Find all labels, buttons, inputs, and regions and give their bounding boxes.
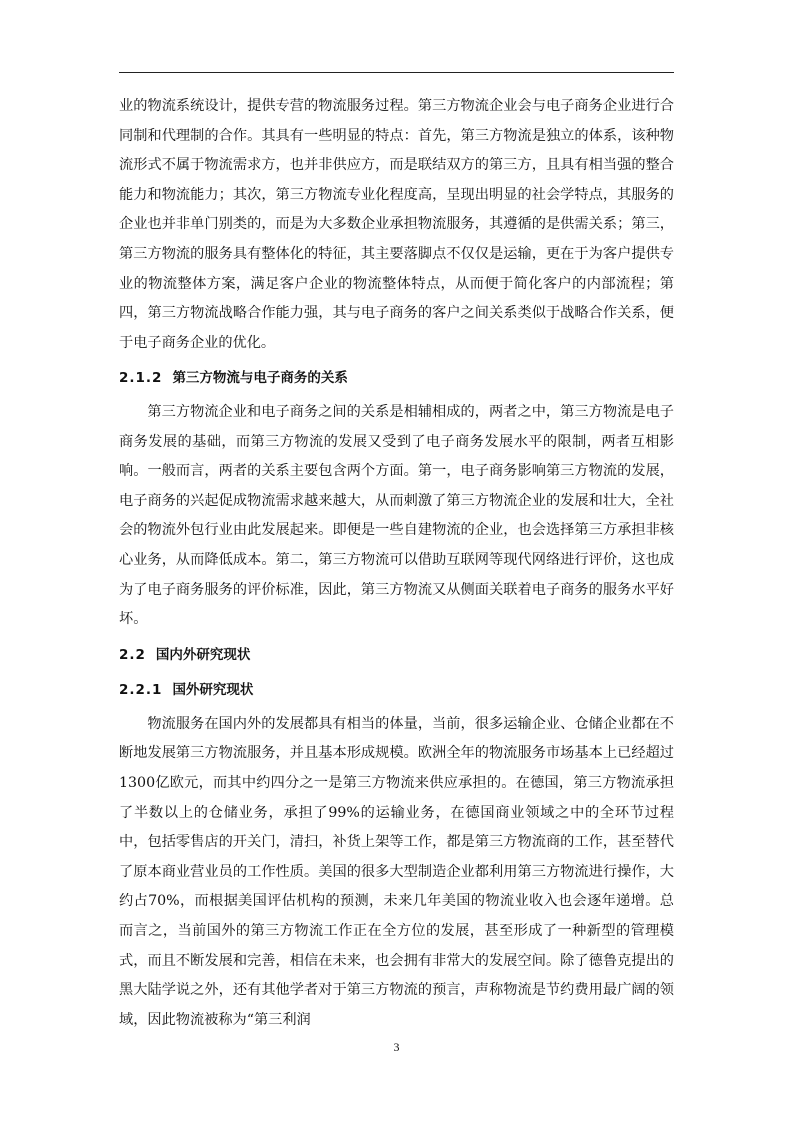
body-paragraph: 第三方物流企业和电子商务之间的关系是相辅相成的，两者之中，第三方物流是电子商务发展的基础，而第三方物流的发展又受到了电子商务发展水平的限制，两者互相影响。一般而言，两者的关系主要包含两个方面。第一，电子商务影响第三方物流的发展，电子商务的兴起促成物流需求越来越大，从而刺激了第三方物流企业的发展和壮大，全社会的物流外包行业由此发展起来。即便是一些自建物流的企业，也会选择第三方承担非核心业务，从而降低成本。第二，第三方物流可以借助互联网等现代网络进行评价，这也成为了电子商务服务的评价标准，因此，第三方物流又从侧面关联着电子商务的服务水平好坏。 <box>119 403 674 628</box>
section-title: 国内外研究现状 <box>155 646 251 663</box>
section-heading <box>119 676 674 706</box>
header-rule <box>119 72 674 73</box>
section-number: 2.1.2 <box>119 370 163 387</box>
section-title: 国外研究现状 <box>172 682 254 699</box>
section-number: 2.2 <box>119 646 146 663</box>
section-heading <box>119 364 674 394</box>
page-number: 3 <box>393 1040 400 1054</box>
section-number: 2.2.1 <box>119 682 163 699</box>
body-paragraph: 物流服务在国内外的发展都具有相当的体量，当前，很多运输企业、仓储企业都在不断地发展第三方物流服务，并且基本形成规模。欧洲全年的物流服务市场基本上已经超过1300亿欧元，而其中约四分之一是第三方物流来供应承担的。在德国，第三方物流承担了半数以上的仓储业务，承担了99%的运输业务，在德国商业领域之中的全环节过程中，包括零售店的开关门，清扫，补货上架等工作，都是第三方物流商的工作，甚至替代了原本商业营业员的工作性质。美国的很多大型制造企业都利用第三方物流进行操作，大约占70%，而根据美国评估机构的预测，未来几年美国的物流业收入也会逐年递增。总而言之，当前国外的第三方物流工作正在全方位的发展，甚至形成了一种新型的管理模式，而且不断发展和完善，相信在未来，也会拥有非常大的发展空间。除了德鲁克提出的黑大陆学说之外，还有其他学者对于第三方物流的预言，声称物流是节约费用最广阔的领域，因此物流被称为“第三利润 <box>119 715 674 1028</box>
section-title: 第三方物流与电子商务的关系 <box>172 370 348 387</box>
section-heading <box>119 641 674 671</box>
document-body <box>119 92 674 1035</box>
body-paragraph: 业的物流系统设计，提供专营的物流服务过程。第三方物流企业会与电子商务企业进行合同制和代理制的合作。其具有一些明显的特点：首先，第三方物流是独立的体系，该种物流形式不属于物流需求方，也并非供应方，而是联结双方的第三方，且具有相当强的整合能力和物流能力；其次，第三方物流专业化程度高，呈现出明显的社会学特点，其服务的企业也并非单门别类的，而是为大多数企业承担物流服务，其遵循的是供需关系；第三，第三方物流的服务具有整体化的特征，其主要落脚点不仅仅是运输，更在于为客户提供专业的物流整体方案，满足客户企业的物流整体特点，从而便于简化客户的内部流程；第四，第三方物流战略合作能力强，其与电子商务的客户之间关系类似于战略合作关系，便于电子商务企业的优化。 <box>119 98 674 351</box>
